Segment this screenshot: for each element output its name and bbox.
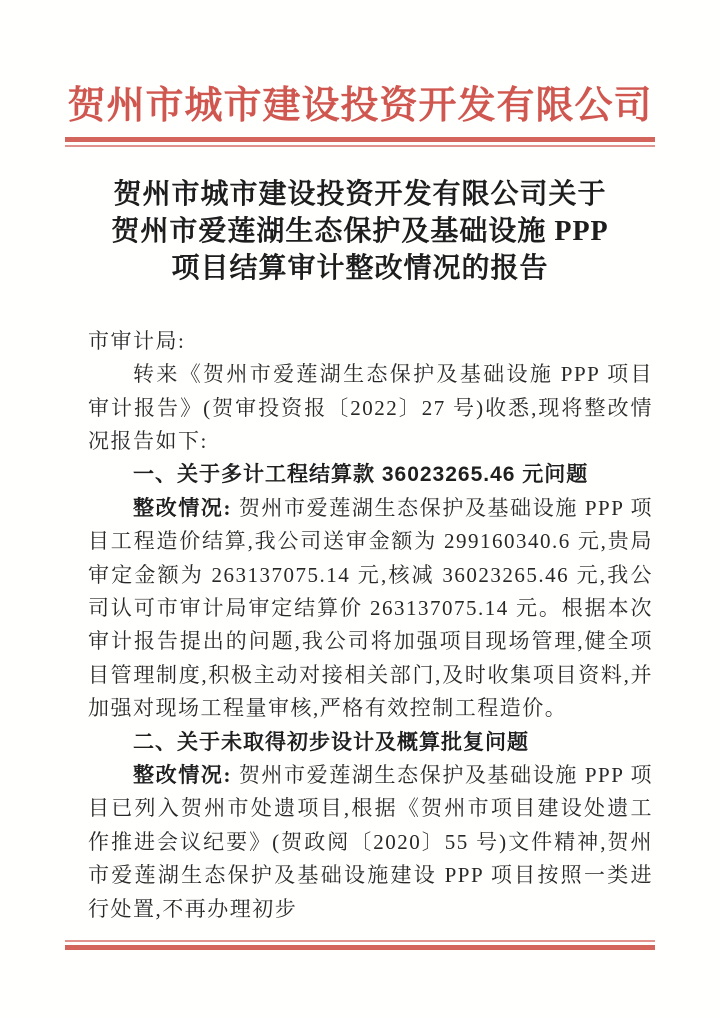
section-2-correction-text: 贺州市爱莲湖生态保护及基础设施 PPP 项目已列入贺州市处遗项目,根据《贺州市项目建设处遗工作推进会议纪要》(贺政阅〔2020〕55 号)文件精神,贺州市爱莲湖生态保护及基础设施建设 PPP 项目按照一类进行处置,不再办理初步: [88, 763, 653, 921]
letterhead: [0, 0, 720, 147]
section-2-correction-label: 整改情况:: [133, 763, 232, 788]
letterhead-company-name: 贺州市城市建设投资开发有限公司: [67, 85, 653, 127]
section-1-correction-text: 贺州市爱莲湖生态保护及基础设施 PPP 项目工程造价结算,我公司送审金额为 299160340.6 元,贵局审定金额为 263137075.14 元,核减 36023265.46 元,我公司认可市审计局审定结算价 263137075.14 元。根据本次审计报告提出的问题,我公司将加强项目现场管理,健全项目管理制度,积极主动对接相关部门,及时收集项目资料,并加强对现场工程量审核,严格有效控制工程造价。: [88, 495, 653, 721]
document-title-line-3: 项目结算审计整改情况的报告: [171, 252, 549, 284]
section-1-heading: 一、关于多计工程结算款 36023265.46 元问题: [133, 463, 589, 487]
intro-paragraph: 转来《贺州市爱莲湖生态保护及基础设施 PPP 项目审计报告》(贺审投资报〔2022〕27 号)收悉,现将整改情况报告如下:: [88, 362, 653, 454]
section-2-heading: 二、关于未取得初步设计及概算批复问题: [133, 730, 529, 754]
salutation: 市审计局:: [88, 328, 186, 353]
letterhead-divider: [65, 137, 655, 147]
footer-divider-thick-line: [65, 945, 655, 950]
document-title-line-2: 贺州市爱莲湖生态保护及基础设施 PPP: [111, 215, 609, 247]
section-1-correction-label: 整改情况:: [133, 495, 232, 520]
document-body: [0, 325, 720, 926]
letterhead-divider-thin-line: [65, 145, 655, 147]
document-title: [0, 176, 720, 287]
footer-divider: [65, 940, 655, 950]
document-title-line-1: 贺州市城市建设投资开发有限公司关于: [113, 178, 607, 210]
footer-divider-thin-line: [65, 940, 655, 942]
letterhead-divider-thick-line: [65, 137, 655, 142]
section-1-paragraph: [88, 492, 653, 726]
section-2-paragraph: [88, 759, 653, 926]
